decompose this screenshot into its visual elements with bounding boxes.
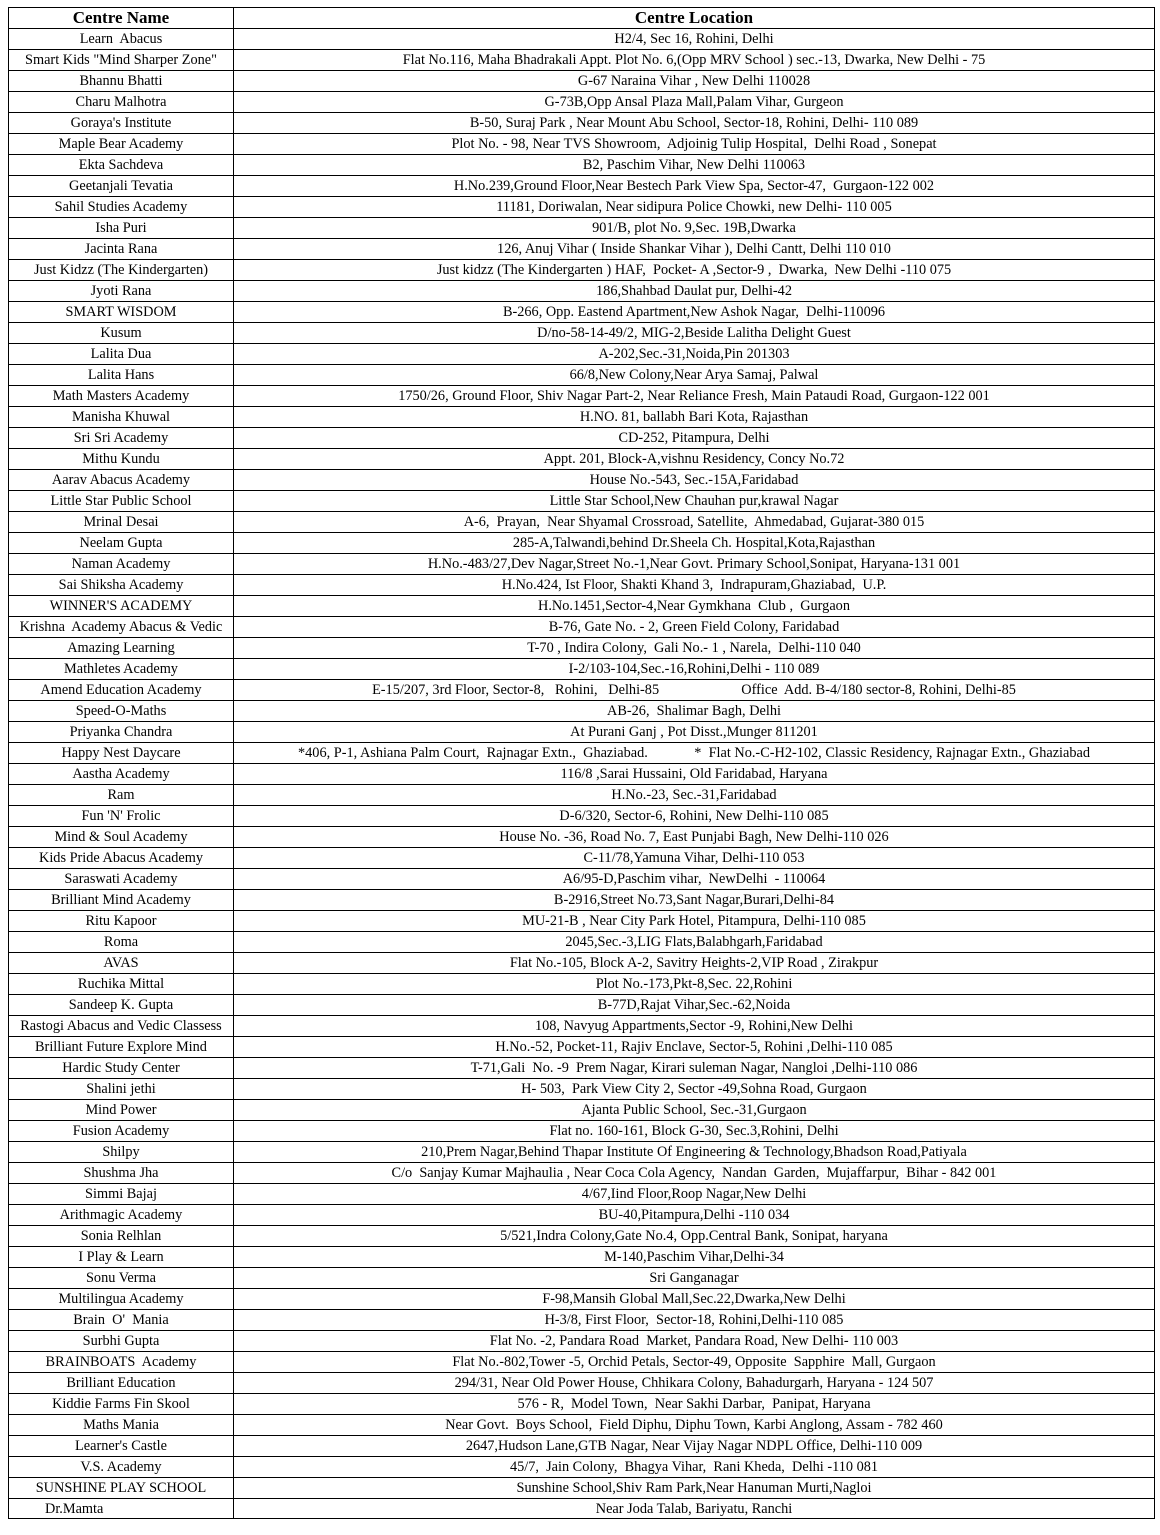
centre-name-cell: Brilliant Mind Academy <box>9 890 234 911</box>
table-row <box>9 176 1155 197</box>
centre-location-cell: H- 503, Park View City 2, Sector -49,Sohna Road, Gurgaon <box>234 1079 1155 1100</box>
centre-location-cell: Sunshine School,Shiv Ram Park,Near Hanuman Murti,Nagloi <box>234 1478 1155 1499</box>
centre-name-cell: Smart Kids "Mind Sharper Zone" <box>9 50 234 71</box>
table-row <box>9 134 1155 155</box>
table-row <box>9 1100 1155 1121</box>
centre-location-cell: H2/4, Sec 16, Rohini, Delhi <box>234 29 1155 50</box>
centre-location-cell: H.No.-52, Pocket-11, Rajiv Enclave, Sector-5, Rohini ,Delhi-110 085 <box>234 1037 1155 1058</box>
table-row <box>9 1184 1155 1205</box>
table-row <box>9 281 1155 302</box>
centre-name-cell: Amazing Learning <box>9 638 234 659</box>
table-row <box>9 743 1155 764</box>
table-row <box>9 29 1155 50</box>
centre-location-cell: At Purani Ganj , Pot Disst.,Munger 811201 <box>234 722 1155 743</box>
centre-name-cell: I Play & Learn <box>9 1247 234 1268</box>
centre-name-cell: Brain O' Mania <box>9 1310 234 1331</box>
centre-location-cell: 2045,Sec.-3,LIG Flats,Balabhgarh,Faridabad <box>234 932 1155 953</box>
centre-location-cell: 4/67,Iind Floor,Roop Nagar,New Delhi <box>234 1184 1155 1205</box>
centre-location-cell: T-70 , Indira Colony, Gali No.- 1 , Narela, Delhi-110 040 <box>234 638 1155 659</box>
centre-name-cell: Mithu Kundu <box>9 449 234 470</box>
centre-location-cell: D-6/320, Sector-6, Rohini, New Delhi-110 085 <box>234 806 1155 827</box>
centre-name-cell: AVAS <box>9 953 234 974</box>
table-row <box>9 386 1155 407</box>
table-row <box>9 638 1155 659</box>
centre-location-cell: 126, Anuj Vihar ( Inside Shankar Vihar ), Delhi Cantt, Delhi 110 010 <box>234 239 1155 260</box>
centre-location-cell: Plot No. - 98, Near TVS Showroom, Adjoinig Tulip Hospital, Delhi Road , Sonepat <box>234 134 1155 155</box>
centre-name-cell: Multilingua Academy <box>9 1289 234 1310</box>
centre-name-cell: Maple Bear Academy <box>9 134 234 155</box>
table-row <box>9 1499 1155 1519</box>
table-row <box>9 1478 1155 1499</box>
table-row <box>9 1436 1155 1457</box>
centre-location-cell: 2647,Hudson Lane,GTB Nagar, Near Vijay Nagar NDPL Office, Delhi-110 009 <box>234 1436 1155 1457</box>
centre-location-cell: BU-40,Pitampura,Delhi -110 034 <box>234 1205 1155 1226</box>
table-row <box>9 995 1155 1016</box>
table-row <box>9 764 1155 785</box>
table-row <box>9 1205 1155 1226</box>
table-row <box>9 323 1155 344</box>
table-row <box>9 1352 1155 1373</box>
centre-name-cell: Math Masters Academy <box>9 386 234 407</box>
centre-name-cell: Ritu Kapoor <box>9 911 234 932</box>
centre-location-cell: 576 - R, Model Town, Near Sakhi Darbar, Panipat, Haryana <box>234 1394 1155 1415</box>
table-row <box>9 680 1155 701</box>
centre-location-cell: 11181, Doriwalan, Near sidipura Police Chowki, new Delhi- 110 005 <box>234 197 1155 218</box>
centre-name-cell: Speed-O-Maths <box>9 701 234 722</box>
centre-name-cell: Fun 'N' Frolic <box>9 806 234 827</box>
centre-location-cell: 45/7, Jain Colony, Bhagya Vihar, Rani Kheda, Delhi -110 081 <box>234 1457 1155 1478</box>
centre-name-cell: Lalita Dua <box>9 344 234 365</box>
table-row <box>9 953 1155 974</box>
centre-location-cell: T-71,Gali No. -9 Prem Nagar, Kirari suleman Nagar, Nangloi ,Delhi-110 086 <box>234 1058 1155 1079</box>
centre-name-cell: SUNSHINE PLAY SCHOOL <box>9 1478 234 1499</box>
centre-name-cell: Mrinal Desai <box>9 512 234 533</box>
table-row <box>9 449 1155 470</box>
table-row <box>9 932 1155 953</box>
centre-location-cell: C-11/78,Yamuna Vihar, Delhi-110 053 <box>234 848 1155 869</box>
table-row <box>9 1373 1155 1394</box>
table-row <box>9 344 1155 365</box>
centre-name-cell: Brilliant Education <box>9 1373 234 1394</box>
centre-location-cell: Flat no. 160-161, Block G-30, Sec.3,Rohini, Delhi <box>234 1121 1155 1142</box>
centre-location-cell: 285-A,Talwandi,behind Dr.Sheela Ch. Hospital,Kota,Rajasthan <box>234 533 1155 554</box>
table-row <box>9 1415 1155 1436</box>
centre-name-cell: Sandeep K. Gupta <box>9 995 234 1016</box>
centre-location-cell: I-2/103-104,Sec.-16,Rohini,Delhi - 110 089 <box>234 659 1155 680</box>
centre-table <box>8 7 1155 1519</box>
table-row <box>9 869 1155 890</box>
centre-name-cell: Roma <box>9 932 234 953</box>
centre-name-cell: Surbhi Gupta <box>9 1331 234 1352</box>
table-row <box>9 218 1155 239</box>
centre-name-cell: Mind & Soul Academy <box>9 827 234 848</box>
table-row <box>9 785 1155 806</box>
table-row <box>9 1058 1155 1079</box>
table-row <box>9 617 1155 638</box>
table-row <box>9 491 1155 512</box>
table-row <box>9 974 1155 995</box>
table-row <box>9 512 1155 533</box>
centre-name-cell: Simmi Bajaj <box>9 1184 234 1205</box>
centre-name-cell: Happy Nest Daycare <box>9 743 234 764</box>
table-row <box>9 806 1155 827</box>
table-row <box>9 701 1155 722</box>
centre-location-cell: F-98,Mansih Global Mall,Sec.22,Dwarka,New Delhi <box>234 1289 1155 1310</box>
table-row <box>9 596 1155 617</box>
centre-name-cell: Mind Power <box>9 1100 234 1121</box>
centre-name-cell: Sahil Studies Academy <box>9 197 234 218</box>
table-row <box>9 1310 1155 1331</box>
centre-location-cell: B-77D,Rajat Vihar,Sec.-62,Noida <box>234 995 1155 1016</box>
centre-name-cell: Lalita Hans <box>9 365 234 386</box>
centre-location-cell: Little Star School,New Chauhan pur,krawal Nagar <box>234 491 1155 512</box>
centre-location-cell: AB-26, Shalimar Bagh, Delhi <box>234 701 1155 722</box>
centre-name-cell: Jacinta Rana <box>9 239 234 260</box>
table-row <box>9 1142 1155 1163</box>
table-row <box>9 302 1155 323</box>
centre-name-cell: Ekta Sachdeva <box>9 155 234 176</box>
table-row <box>9 1331 1155 1352</box>
centre-location-cell: B-266, Opp. Eastend Apartment,New Ashok Nagar, Delhi-110096 <box>234 302 1155 323</box>
centre-location-cell: Ajanta Public School, Sec.-31,Gurgaon <box>234 1100 1155 1121</box>
table-row <box>9 470 1155 491</box>
centre-name-cell: Charu Malhotra <box>9 92 234 113</box>
table-row <box>9 554 1155 575</box>
centre-name-cell: Ruchika Mittal <box>9 974 234 995</box>
table-row <box>9 575 1155 596</box>
centre-location-cell: 294/31, Near Old Power House, Chhikara Colony, Bahadurgarh, Haryana - 124 507 <box>234 1373 1155 1394</box>
centre-name-cell: Little Star Public School <box>9 491 234 512</box>
table-row <box>9 659 1155 680</box>
centre-location-cell: B-50, Suraj Park , Near Mount Abu School, Sector-18, Rohini, Delhi- 110 089 <box>234 113 1155 134</box>
centre-name-cell: Manisha Khuwal <box>9 407 234 428</box>
centre-name-cell: Maths Mania <box>9 1415 234 1436</box>
centre-location-header: Centre Location <box>234 8 1155 29</box>
table-row <box>9 1079 1155 1100</box>
centre-location-cell: 186,Shahbad Daulat pur, Delhi-42 <box>234 281 1155 302</box>
centre-location-cell: Sri Ganganagar <box>234 1268 1155 1289</box>
centre-location-cell: CD-252, Pitampura, Delhi <box>234 428 1155 449</box>
centre-location-cell: 901/B, plot No. 9,Sec. 19B,Dwarka <box>234 218 1155 239</box>
table-row <box>9 848 1155 869</box>
centre-name-cell: Priyanka Chandra <box>9 722 234 743</box>
centre-location-cell: Plot No.-173,Pkt-8,Sec. 22,Rohini <box>234 974 1155 995</box>
table-row <box>9 827 1155 848</box>
table-row <box>9 113 1155 134</box>
table-row <box>9 92 1155 113</box>
table-row <box>9 1121 1155 1142</box>
table-row <box>9 71 1155 92</box>
centre-location-cell: H.NO. 81, ballabh Bari Kota, Rajasthan <box>234 407 1155 428</box>
centre-name-cell: Kusum <box>9 323 234 344</box>
centre-location-cell: D/no-58-14-49/2, MIG-2,Beside Lalitha Delight Guest <box>234 323 1155 344</box>
centre-name-cell: Hardic Study Center <box>9 1058 234 1079</box>
centre-name-cell: Learner's Castle <box>9 1436 234 1457</box>
table-row <box>9 1247 1155 1268</box>
centre-name-cell: Just Kidzz (The Kindergarten) <box>9 260 234 281</box>
centre-location-cell: Flat No.116, Maha Bhadrakali Appt. Plot No. 6,(Opp MRV School ) sec.-13, Dwarka, New Delhi - 75 <box>234 50 1155 71</box>
table-row <box>9 911 1155 932</box>
centre-location-cell: G-67 Naraina Vihar , New Delhi 110028 <box>234 71 1155 92</box>
centre-name-cell: Sonu Verma <box>9 1268 234 1289</box>
centre-name-cell: Goraya's Institute <box>9 113 234 134</box>
table-row <box>9 1289 1155 1310</box>
centre-location-cell: H.No.-23, Sec.-31,Faridabad <box>234 785 1155 806</box>
centre-name-cell: Kiddie Farms Fin Skool <box>9 1394 234 1415</box>
header-row <box>9 8 1155 29</box>
centre-location-cell: C/o Sanjay Kumar Majhaulia , Near Coca Cola Agency, Nandan Garden, Mujaffarpur, Bihar - 842 001 <box>234 1163 1155 1184</box>
centre-location-cell: 5/521,Indra Colony,Gate No.4, Opp.Central Bank, Sonipat, haryana <box>234 1226 1155 1247</box>
table-row <box>9 197 1155 218</box>
centre-location-cell: E-15/207, 3rd Floor, Sector-8, Rohini, Delhi-85 Office Add. B-4/180 sector-8, Rohini, Delhi-85 <box>234 680 1155 701</box>
centre-location-cell: B-76, Gate No. - 2, Green Field Colony, Faridabad <box>234 617 1155 638</box>
centre-name-cell: Krishna Academy Abacus & Vedic <box>9 617 234 638</box>
centre-name-cell: Aastha Academy <box>9 764 234 785</box>
centre-name-cell: Dr.Mamta <box>9 1499 234 1519</box>
centre-name-cell: Isha Puri <box>9 218 234 239</box>
centre-location-cell: B-2916,Street No.73,Sant Nagar,Burari,Delhi-84 <box>234 890 1155 911</box>
centre-name-cell: Jyoti Rana <box>9 281 234 302</box>
centre-location-cell: Appt. 201, Block-A,vishnu Residency, Concy No.72 <box>234 449 1155 470</box>
table-row <box>9 533 1155 554</box>
table-row <box>9 1394 1155 1415</box>
centre-name-cell: Rastogi Abacus and Vedic Classess <box>9 1016 234 1037</box>
centre-location-cell: 108, Navyug Appartments,Sector -9, Rohini,New Delhi <box>234 1016 1155 1037</box>
centre-name-cell: Aarav Abacus Academy <box>9 470 234 491</box>
centre-location-cell: Flat No. -2, Pandara Road Market, Pandara Road, New Delhi- 110 003 <box>234 1331 1155 1352</box>
centre-location-cell: 116/8 ,Sarai Hussaini, Old Faridabad, Haryana <box>234 764 1155 785</box>
centre-location-cell: M-140,Paschim Vihar,Delhi-34 <box>234 1247 1155 1268</box>
centre-name-cell: Learn Abacus <box>9 29 234 50</box>
centre-name-cell: Naman Academy <box>9 554 234 575</box>
centre-name-cell: SMART WISDOM <box>9 302 234 323</box>
centre-name-cell: Sai Shiksha Academy <box>9 575 234 596</box>
table-row <box>9 1457 1155 1478</box>
centre-name-cell: Shalini jethi <box>9 1079 234 1100</box>
centre-name-cell: Arithmagic Academy <box>9 1205 234 1226</box>
centre-name-cell: Shushma Jha <box>9 1163 234 1184</box>
centre-location-cell: H.No.424, Ist Floor, Shakti Khand 3, Indrapuram,Ghaziabad, U.P. <box>234 575 1155 596</box>
centre-name-cell: Sonia Relhlan <box>9 1226 234 1247</box>
centre-location-cell: 210,Prem Nagar,Behind Thapar Institute Of Engineering & Technology,Bhadson Road,Patiyala <box>234 1142 1155 1163</box>
centre-location-cell: Flat No.-105, Block A-2, Savitry Heights-2,VIP Road , Zirakpur <box>234 953 1155 974</box>
centre-name-cell: Brilliant Future Explore Mind <box>9 1037 234 1058</box>
table-row <box>9 428 1155 449</box>
table-row <box>9 1226 1155 1247</box>
centre-location-cell: House No. -36, Road No. 7, East Punjabi Bagh, New Delhi-110 026 <box>234 827 1155 848</box>
centre-name-cell: Shilpy <box>9 1142 234 1163</box>
centre-location-cell: 1750/26, Ground Floor, Shiv Nagar Part-2, Near Reliance Fresh, Main Pataudi Road, Gurgaon-122 001 <box>234 386 1155 407</box>
table-row <box>9 407 1155 428</box>
table-row <box>9 1016 1155 1037</box>
centre-name-cell: Ram <box>9 785 234 806</box>
table-row <box>9 365 1155 386</box>
table-row <box>9 260 1155 281</box>
centre-name-cell: Sri Sri Academy <box>9 428 234 449</box>
centre-name-cell: Kids Pride Abacus Academy <box>9 848 234 869</box>
centre-name-cell: WINNER'S ACADEMY <box>9 596 234 617</box>
centre-name-cell: Geetanjali Tevatia <box>9 176 234 197</box>
centre-location-cell: A6/95-D,Paschim vihar, NewDelhi - 110064 <box>234 869 1155 890</box>
centre-name-cell: Fusion Academy <box>9 1121 234 1142</box>
table-row <box>9 155 1155 176</box>
table-row <box>9 890 1155 911</box>
centre-location-cell: A-6, Prayan, Near Shyamal Crossroad, Satellite, Ahmedabad, Gujarat-380 015 <box>234 512 1155 533</box>
centre-name-cell: V.S. Academy <box>9 1457 234 1478</box>
table-row <box>9 239 1155 260</box>
centre-name-cell: Amend Education Academy <box>9 680 234 701</box>
centre-name-cell: Saraswati Academy <box>9 869 234 890</box>
table-row <box>9 1037 1155 1058</box>
centre-location-cell: Near Govt. Boys School, Field Diphu, Diphu Town, Karbi Anglong, Assam - 782 460 <box>234 1415 1155 1436</box>
centre-name-cell: Neelam Gupta <box>9 533 234 554</box>
centre-location-cell: H.No.-483/27,Dev Nagar,Street No.-1,Near Govt. Primary School,Sonipat, Haryana-131 001 <box>234 554 1155 575</box>
table-row <box>9 50 1155 71</box>
centre-location-cell: House No.-543, Sec.-15A,Faridabad <box>234 470 1155 491</box>
centre-name-cell: Mathletes Academy <box>9 659 234 680</box>
centre-location-cell: Near Joda Talab, Bariyatu, Ranchi <box>234 1499 1155 1519</box>
centre-location-cell: MU-21-B , Near City Park Hotel, Pitampura, Delhi-110 085 <box>234 911 1155 932</box>
centre-location-cell: B2, Paschim Vihar, New Delhi 110063 <box>234 155 1155 176</box>
centre-location-cell: H-3/8, First Floor, Sector-18, Rohini,Delhi-110 085 <box>234 1310 1155 1331</box>
centre-location-cell: H.No.239,Ground Floor,Near Bestech Park View Spa, Sector-47, Gurgaon-122 002 <box>234 176 1155 197</box>
centre-location-cell: H.No.1451,Sector-4,Near Gymkhana Club , Gurgaon <box>234 596 1155 617</box>
centre-location-cell: Flat No.-802,Tower -5, Orchid Petals, Sector-49, Opposite Sapphire Mall, Gurgaon <box>234 1352 1155 1373</box>
centre-location-cell: Just kidzz (The Kindergarten ) HAF, Pocket- A ,Sector-9 , Dwarka, New Delhi -110 075 <box>234 260 1155 281</box>
centre-name-header: Centre Name <box>9 8 234 29</box>
table-row <box>9 1268 1155 1289</box>
centre-location-cell: 66/8,New Colony,Near Arya Samaj, Palwal <box>234 365 1155 386</box>
table-row <box>9 1163 1155 1184</box>
centre-location-cell: G-73B,Opp Ansal Plaza Mall,Palam Vihar, Gurgeon <box>234 92 1155 113</box>
centre-location-cell: *406, P-1, Ashiana Palm Court, Rajnagar Extn., Ghaziabad. * Flat No.-C-H2-102, Classic Residency, Rajnagar Extn., Ghaziabad <box>234 743 1155 764</box>
centre-name-cell: BRAINBOATS Academy <box>9 1352 234 1373</box>
centre-location-cell: A-202,Sec.-31,Noida,Pin 201303 <box>234 344 1155 365</box>
table-row <box>9 722 1155 743</box>
centre-name-cell: Bhannu Bhatti <box>9 71 234 92</box>
